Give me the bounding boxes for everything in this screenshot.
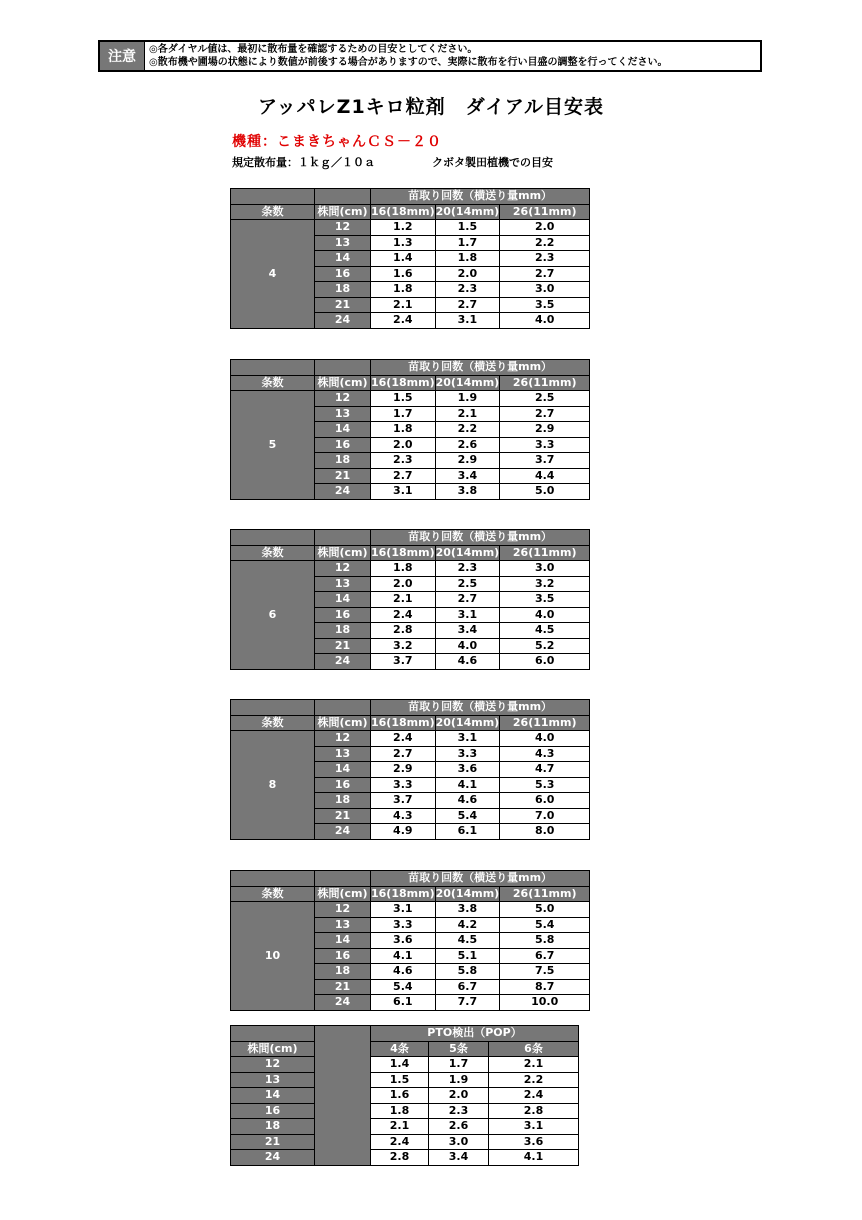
dial-value-cell: 3.7 xyxy=(371,793,436,809)
row-count-cell: 6 xyxy=(231,561,315,670)
header-spacing-label: 株間(cm) xyxy=(315,545,371,561)
dial-value-cell: 3.1 xyxy=(435,607,500,623)
dial-value-cell: 2.7 xyxy=(435,592,500,608)
dial-value-cell: 2.7 xyxy=(371,746,436,762)
dial-value-cell: 5.4 xyxy=(500,917,590,933)
dial-value-cell: 8.0 xyxy=(500,824,590,840)
header-col-26: 26(11mm) xyxy=(500,545,590,561)
header-spacing-label: 株間(cm) xyxy=(315,204,371,220)
dial-value-cell: 1.7 xyxy=(435,235,500,251)
table-row xyxy=(231,1088,579,1104)
pto-value-cell: 2.2 xyxy=(489,1072,579,1088)
spacing-cell: 12 xyxy=(231,1057,315,1073)
table-row xyxy=(231,1134,579,1150)
dial-value-cell: 3.1 xyxy=(371,902,436,918)
spacing-cell: 12 xyxy=(315,391,371,407)
pto-spacing-label: 株間(cm) xyxy=(231,1041,315,1057)
dial-value-cell: 2.7 xyxy=(500,266,590,282)
pto-table xyxy=(230,1025,579,1166)
spacing-cell: 14 xyxy=(315,762,371,778)
dial-value-cell: 2.2 xyxy=(435,422,500,438)
pto-col-6: 6条 xyxy=(489,1041,579,1057)
dial-value-cell: 3.1 xyxy=(435,731,500,747)
dial-value-cell: 3.5 xyxy=(500,592,590,608)
spacing-cell: 24 xyxy=(315,654,371,670)
dial-value-cell: 5.1 xyxy=(435,948,500,964)
dial-value-cell: 6.0 xyxy=(500,793,590,809)
dial-value-cell: 3.3 xyxy=(435,746,500,762)
dial-value-cell: 7.5 xyxy=(500,964,590,980)
dial-value-cell: 4.1 xyxy=(435,777,500,793)
dial-value-cell: 3.0 xyxy=(500,282,590,298)
header-blank xyxy=(231,530,315,546)
header-blank xyxy=(231,189,315,205)
table-row xyxy=(231,1119,579,1135)
dial-value-cell: 1.8 xyxy=(371,561,436,577)
row-count-cell: 5 xyxy=(231,391,315,500)
notice-line-2: ◎散布機や圃場の状態により数値が前後する場合がありますので、実際に散布を行い目盛の調整を行ってください。 xyxy=(149,57,668,68)
header-col-26: 26(11mm) xyxy=(500,375,590,391)
dial-value-cell: 3.7 xyxy=(371,654,436,670)
pto-value-cell: 2.3 xyxy=(429,1103,489,1119)
pto-value-cell: 2.4 xyxy=(489,1088,579,1104)
dial-value-cell: 3.8 xyxy=(435,902,500,918)
header-spacing-label: 株間(cm) xyxy=(315,886,371,902)
header-rows-label: 条数 xyxy=(231,375,315,391)
spacing-cell: 12 xyxy=(315,220,371,236)
dial-value-cell: 5.4 xyxy=(435,808,500,824)
pto-value-cell: 1.8 xyxy=(371,1103,429,1119)
dial-value-cell: 4.4 xyxy=(500,468,590,484)
header-spacing-label: 株間(cm) xyxy=(315,375,371,391)
header-col-16: 16(18mm) xyxy=(371,545,435,559)
spacing-cell: 16 xyxy=(315,948,371,964)
pto-value-cell: 1.6 xyxy=(371,1088,429,1104)
dial-value-cell: 5.4 xyxy=(371,979,436,995)
maker-note: クボタ製田植機での目安 xyxy=(432,156,553,169)
table-row xyxy=(231,1103,579,1119)
spacing-cell: 14 xyxy=(315,422,371,438)
spacing-cell: 18 xyxy=(315,282,371,298)
spacing-cell: 14 xyxy=(315,592,371,608)
header-blank xyxy=(315,1026,371,1166)
dial-table-8-rows xyxy=(230,699,590,840)
dial-value-cell: 2.3 xyxy=(435,561,500,577)
dial-value-cell: 3.2 xyxy=(371,638,436,654)
dial-value-cell: 4.3 xyxy=(500,746,590,762)
dial-value-cell: 2.5 xyxy=(435,576,500,592)
dial-table-6-rows xyxy=(230,529,590,670)
spacing-cell: 13 xyxy=(315,917,371,933)
header-col-26: 26(11mm) xyxy=(500,886,590,902)
dial-table-10-rows xyxy=(230,870,590,1011)
header-col-20: 20(14mm) xyxy=(435,715,500,729)
dial-value-cell: 4.1 xyxy=(371,948,436,964)
dial-value-cell: 6.1 xyxy=(435,824,500,840)
header-blank xyxy=(315,530,371,546)
header-blank xyxy=(231,871,315,887)
spacing-cell: 13 xyxy=(315,746,371,762)
dial-value-cell: 2.3 xyxy=(371,453,436,469)
spacing-cell: 21 xyxy=(315,808,371,824)
header-rows-label: 条数 xyxy=(231,886,315,902)
header-col-16: 16(18mm) xyxy=(371,715,435,729)
dial-value-cell: 2.1 xyxy=(371,592,436,608)
dial-value-cell: 4.9 xyxy=(371,824,436,840)
dial-value-cell: 10.0 xyxy=(500,995,590,1011)
spacing-cell: 12 xyxy=(315,731,371,747)
dial-value-cell: 1.4 xyxy=(371,251,436,267)
dial-value-cell: 4.6 xyxy=(371,964,436,980)
table-row xyxy=(231,902,590,918)
dial-value-cell: 4.3 xyxy=(371,808,436,824)
spacing-cell: 14 xyxy=(231,1088,315,1104)
dial-value-cell: 1.3 xyxy=(371,235,436,251)
dial-value-cell: 4.0 xyxy=(500,313,590,329)
table-row xyxy=(231,391,590,407)
header-rows-label: 条数 xyxy=(231,715,315,731)
pto-col-5: 5条 xyxy=(429,1041,489,1057)
dial-value-cell: 3.4 xyxy=(435,468,500,484)
header-col-16: 16(18mm) xyxy=(371,375,435,389)
spacing-cell: 21 xyxy=(315,297,371,313)
spacing-cell: 24 xyxy=(315,995,371,1011)
dial-value-cell: 1.8 xyxy=(371,282,436,298)
header-rows-label: 条数 xyxy=(231,204,315,220)
header-col-16: 16(18mm) xyxy=(371,204,435,218)
dial-value-cell: 1.8 xyxy=(371,422,436,438)
header-group-label: 苗取り回数（横送り量mm） xyxy=(371,871,590,887)
dial-value-cell: 2.7 xyxy=(371,468,436,484)
dial-value-cell: 3.6 xyxy=(371,933,436,949)
dial-value-cell: 2.2 xyxy=(500,235,590,251)
dial-value-cell: 5.0 xyxy=(500,484,590,500)
pto-value-cell: 2.6 xyxy=(429,1119,489,1135)
dial-table-5-rows xyxy=(230,359,590,500)
dial-value-cell: 4.0 xyxy=(500,731,590,747)
header-group-label: 苗取り回数（横送り量mm） xyxy=(371,189,590,205)
pto-value-cell: 3.6 xyxy=(489,1134,579,1150)
table-row xyxy=(231,731,590,747)
spacing-cell: 18 xyxy=(231,1119,315,1135)
header-spacing-label: 株間(cm) xyxy=(315,715,371,731)
header-col-20: 20(14mm) xyxy=(435,375,500,389)
spacing-cell: 18 xyxy=(315,623,371,639)
dial-value-cell: 1.2 xyxy=(371,220,436,236)
header-blank xyxy=(231,1026,315,1042)
dial-value-cell: 3.3 xyxy=(371,777,436,793)
dial-value-cell: 4.0 xyxy=(435,638,500,654)
pto-value-cell: 1.4 xyxy=(371,1057,429,1073)
dial-value-cell: 1.5 xyxy=(371,391,436,407)
spacing-cell: 13 xyxy=(315,235,371,251)
dial-value-cell: 3.1 xyxy=(371,484,436,500)
dial-value-cell: 2.4 xyxy=(371,607,436,623)
spacing-cell: 24 xyxy=(315,824,371,840)
pto-value-cell: 2.8 xyxy=(371,1150,429,1166)
dial-value-cell: 3.5 xyxy=(500,297,590,313)
dial-value-cell: 2.9 xyxy=(435,453,500,469)
spacing-cell: 16 xyxy=(231,1103,315,1119)
dial-value-cell: 3.7 xyxy=(500,453,590,469)
dial-value-cell: 2.3 xyxy=(500,251,590,267)
header-group-label: 苗取り回数（横送り量mm） xyxy=(371,360,590,376)
spacing-cell: 21 xyxy=(315,979,371,995)
row-count-cell: 4 xyxy=(231,220,315,329)
dial-value-cell: 2.4 xyxy=(371,731,436,747)
header-col-20: 20(14mm) xyxy=(435,886,500,900)
header-col-26: 26(11mm) xyxy=(500,204,590,220)
dial-value-cell: 6.7 xyxy=(500,948,590,964)
spacing-cell: 16 xyxy=(315,437,371,453)
spacing-cell: 18 xyxy=(315,793,371,809)
pto-group-label: PTO検出（POP） xyxy=(371,1026,579,1042)
header-blank xyxy=(315,700,371,716)
pto-value-cell: 3.0 xyxy=(429,1134,489,1150)
dial-value-cell: 2.5 xyxy=(500,391,590,407)
dial-table-4-rows xyxy=(230,188,590,329)
dial-value-cell: 3.1 xyxy=(435,313,500,329)
spacing-cell: 12 xyxy=(315,902,371,918)
dial-value-cell: 4.5 xyxy=(500,623,590,639)
dial-value-cell: 2.4 xyxy=(371,313,436,329)
pto-value-cell: 1.7 xyxy=(429,1057,489,1073)
dial-value-cell: 1.9 xyxy=(435,391,500,407)
spacing-cell: 21 xyxy=(231,1134,315,1150)
pto-value-cell: 2.1 xyxy=(489,1057,579,1073)
pto-col-4: 4条 xyxy=(371,1041,429,1057)
model-name: 機種：こまきちゃんＣＳ－２０ xyxy=(232,134,442,150)
dial-value-cell: 1.8 xyxy=(435,251,500,267)
dial-value-cell: 2.1 xyxy=(371,297,436,313)
dial-value-cell: 5.3 xyxy=(500,777,590,793)
notice-text xyxy=(145,42,672,70)
spacing-cell: 14 xyxy=(315,251,371,267)
dial-value-cell: 4.6 xyxy=(435,793,500,809)
pto-value-cell: 2.0 xyxy=(429,1088,489,1104)
dial-value-cell: 7.0 xyxy=(500,808,590,824)
dial-value-cell: 2.0 xyxy=(371,576,436,592)
header-col-20: 20(14mm) xyxy=(435,204,500,218)
dial-value-cell: 4.5 xyxy=(435,933,500,949)
dial-value-cell: 6.1 xyxy=(371,995,436,1011)
spacing-cell: 24 xyxy=(315,484,371,500)
dial-value-cell: 2.0 xyxy=(500,220,590,236)
header-blank xyxy=(231,700,315,716)
dial-value-cell: 4.0 xyxy=(500,607,590,623)
table-row xyxy=(231,561,590,577)
dial-value-cell: 2.0 xyxy=(371,437,436,453)
spacing-cell: 21 xyxy=(315,638,371,654)
dial-value-cell: 1.5 xyxy=(435,220,500,236)
dial-value-cell: 4.6 xyxy=(435,654,500,670)
pto-value-cell: 2.4 xyxy=(371,1134,429,1150)
spacing-cell: 13 xyxy=(315,406,371,422)
pto-value-cell: 1.9 xyxy=(429,1072,489,1088)
header-rows-label: 条数 xyxy=(231,545,315,561)
application-rate: 規定散布量：１ｋｇ／１０ａ xyxy=(232,156,375,169)
dial-value-cell: 3.8 xyxy=(435,484,500,500)
notice-box xyxy=(98,40,762,72)
spacing-cell: 16 xyxy=(315,777,371,793)
table-row xyxy=(231,1150,579,1166)
dial-value-cell: 3.3 xyxy=(500,437,590,453)
dial-value-cell: 2.6 xyxy=(435,437,500,453)
table-row xyxy=(231,1072,579,1088)
spacing-cell: 24 xyxy=(231,1150,315,1166)
dial-value-cell: 3.3 xyxy=(371,917,436,933)
dial-value-cell: 3.6 xyxy=(435,762,500,778)
pto-value-cell: 3.1 xyxy=(489,1119,579,1135)
dial-value-cell: 2.9 xyxy=(500,422,590,438)
spacing-cell: 12 xyxy=(315,561,371,577)
dial-value-cell: 5.8 xyxy=(500,933,590,949)
page-title: アッパレZ1キロ粒剤 ダイアル目安表 xyxy=(258,96,604,118)
table-row xyxy=(231,1057,579,1073)
spacing-cell: 24 xyxy=(315,313,371,329)
dial-value-cell: 5.0 xyxy=(500,902,590,918)
dial-value-cell: 7.7 xyxy=(435,995,500,1011)
pto-value-cell: 1.5 xyxy=(371,1072,429,1088)
dial-value-cell: 5.2 xyxy=(500,638,590,654)
dial-value-cell: 1.6 xyxy=(371,266,436,282)
spacing-cell: 13 xyxy=(231,1072,315,1088)
dial-value-cell: 4.7 xyxy=(500,762,590,778)
spacing-cell: 18 xyxy=(315,964,371,980)
dial-value-cell: 3.2 xyxy=(500,576,590,592)
header-blank xyxy=(315,871,371,887)
header-group-label: 苗取り回数（横送り量mm） xyxy=(371,530,590,546)
dial-value-cell: 2.3 xyxy=(435,282,500,298)
spacing-cell: 14 xyxy=(315,933,371,949)
dial-value-cell: 8.7 xyxy=(500,979,590,995)
header-col-20: 20(14mm) xyxy=(435,545,500,559)
header-blank xyxy=(231,360,315,376)
dial-value-cell: 2.9 xyxy=(371,762,436,778)
spacing-cell: 16 xyxy=(315,266,371,282)
pto-value-cell: 2.8 xyxy=(489,1103,579,1119)
row-count-cell: 10 xyxy=(231,902,315,1011)
header-col-16: 16(18mm) xyxy=(371,886,435,900)
dial-value-cell: 2.8 xyxy=(371,623,436,639)
row-count-cell: 8 xyxy=(231,731,315,840)
pto-value-cell: 3.4 xyxy=(429,1150,489,1166)
pto-value-cell: 2.1 xyxy=(371,1119,429,1135)
header-blank xyxy=(315,189,371,205)
dial-value-cell: 5.8 xyxy=(435,964,500,980)
dial-value-cell: 2.7 xyxy=(500,406,590,422)
notice-line-1: ◎各ダイヤル値は、最初に散布量を確認するための目安としてください。 xyxy=(149,44,478,55)
spacing-cell: 16 xyxy=(315,607,371,623)
dial-value-cell: 6.0 xyxy=(500,654,590,670)
dial-value-cell: 3.4 xyxy=(435,623,500,639)
header-blank xyxy=(315,360,371,376)
dial-value-cell: 2.0 xyxy=(435,266,500,282)
dial-value-cell: 3.0 xyxy=(500,561,590,577)
spacing-cell: 21 xyxy=(315,468,371,484)
dial-value-cell: 2.1 xyxy=(435,406,500,422)
dial-value-cell: 2.7 xyxy=(435,297,500,313)
spacing-cell: 13 xyxy=(315,576,371,592)
table-row xyxy=(231,220,590,236)
dial-value-cell: 6.7 xyxy=(435,979,500,995)
notice-label: 注意 xyxy=(100,42,145,70)
spacing-cell: 18 xyxy=(315,453,371,469)
dial-value-cell: 1.7 xyxy=(371,406,436,422)
header-col-26: 26(11mm) xyxy=(500,715,590,731)
dial-value-cell: 4.2 xyxy=(435,917,500,933)
header-group-label: 苗取り回数（横送り量mm） xyxy=(371,700,590,716)
pto-value-cell: 4.1 xyxy=(489,1150,579,1166)
